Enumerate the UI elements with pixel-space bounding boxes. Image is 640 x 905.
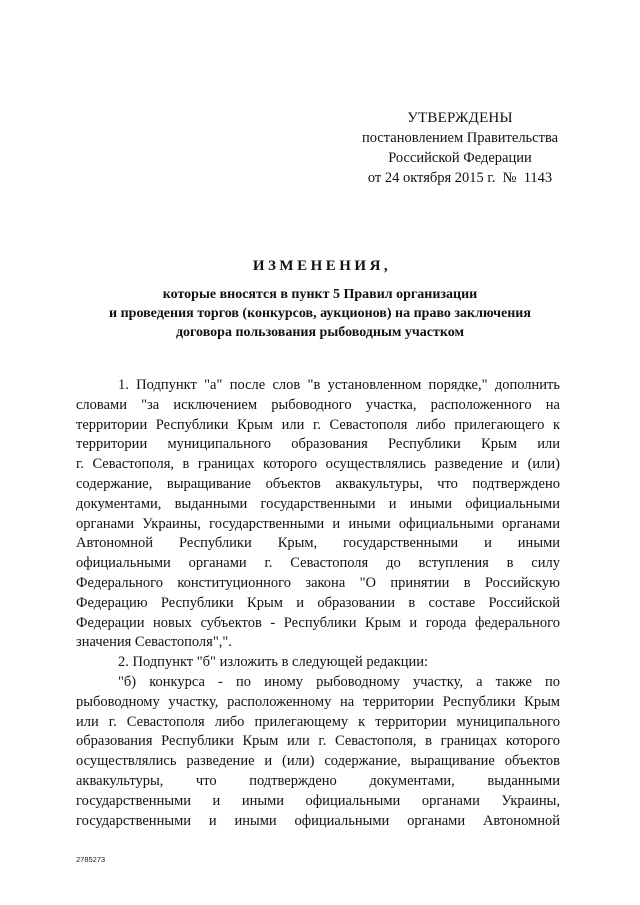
- approval-line-resolution: постановлением Правительства: [361, 130, 559, 146]
- body-line: г. Севастополя, в границах которого осуществлялись разведение и (или): [76, 456, 560, 473]
- body-line: документами, выданными государственными и иными официальными: [76, 495, 560, 512]
- body-line: органами Украины, государственными и иными официальными органами: [76, 515, 560, 532]
- approval-line-date-number: от 24 октября 2015 г. № 1143: [367, 170, 553, 186]
- body-line: образования Республики Крым или г. Севастополя, в границах которого: [76, 733, 560, 750]
- document-body: [76, 376, 560, 831]
- body-line: Федерального конституционного закона "О принятии в Российскую: [76, 574, 560, 591]
- body-line: рыбоводному участку, расположенному на территории Республики Крым: [76, 693, 560, 710]
- body-line: официальными органами г. Севастополя до вступления в силу: [76, 555, 560, 572]
- body-line: "б) конкурса - по иному рыбоводному участку, а также по: [118, 673, 560, 690]
- body-line: 2. Подпункт "б" изложить в следующей редакции:: [118, 654, 429, 671]
- body-line: аквакультуры, что подтверждено документами, выданными: [76, 772, 560, 789]
- document-subtitle: [0, 285, 640, 342]
- document-title: ИЗМЕНЕНИЯ,: [252, 258, 392, 274]
- subtitle-line: которые вносятся в пункт 5 Правил организации: [162, 287, 478, 302]
- body-line: территории муниципального образования Республики Крым или: [76, 436, 560, 453]
- body-line: территории Республики Крым или г. Севастополя либо прилегающего к: [76, 416, 560, 433]
- page-code: 2785273: [76, 855, 106, 864]
- body-line: значения Севастополя",".: [76, 634, 232, 651]
- approval-line-government: Российской Федерации: [388, 150, 532, 166]
- body-line: или г. Севастополя либо прилегающему к территории муниципального: [76, 713, 560, 730]
- body-line: государственными и иными официальными органами Автономной: [76, 812, 560, 829]
- body-line: 1. Подпункт "а" после слов "в установленном порядке," дополнить: [118, 377, 560, 393]
- body-line: Автономной Республики Крым, государственными и иными: [76, 535, 560, 552]
- subtitle-line: и проведения торгов (конкурсов, аукционов) на право заключения: [109, 306, 531, 321]
- body-line: государственными и иными официальными органами Украины,: [76, 792, 560, 809]
- approval-block: [330, 108, 590, 188]
- body-line: осуществлялись разведение и (или) содержание, выращивание объектов: [76, 753, 560, 770]
- approved-heading: УТВЕРЖДЕНЫ: [407, 110, 513, 126]
- body-line: Федерацию Республики Крым и образовании в составе Российской: [76, 594, 560, 611]
- body-line: словами "за исключением рыбоводного участка, расположенного на: [76, 396, 560, 413]
- body-line: Федерации новых субъектов - Республики Крым и города федерального: [76, 614, 560, 631]
- subtitle-line: договора пользования рыбоводным участком: [175, 325, 465, 340]
- body-line: содержание, выращивание объектов аквакультуры, что подтверждено: [76, 475, 560, 492]
